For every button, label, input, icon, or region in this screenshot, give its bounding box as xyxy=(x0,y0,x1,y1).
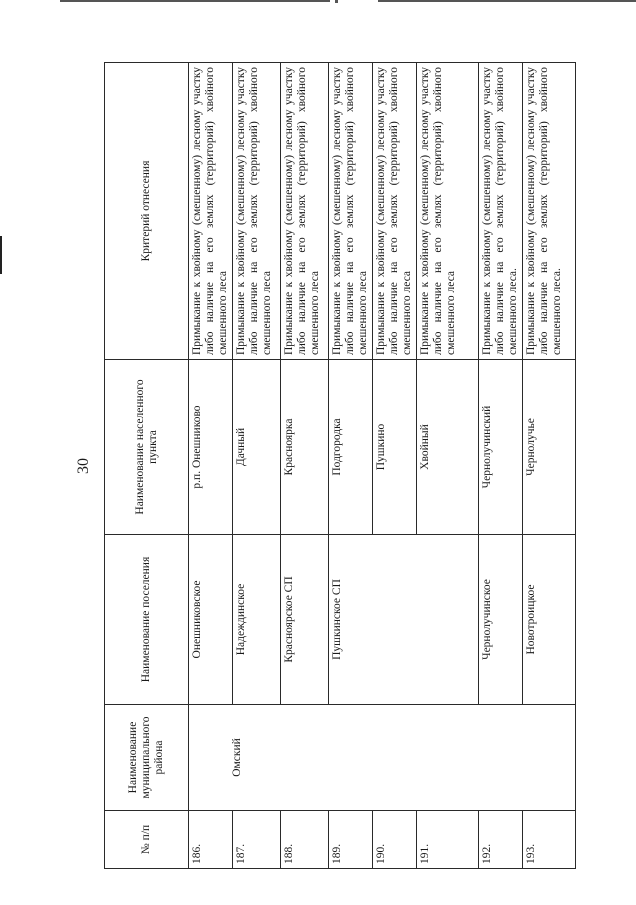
cell-settlement: Красноярское СП xyxy=(281,535,329,705)
district-label: Омский xyxy=(231,738,243,777)
cell-settlement: Чернолучинское xyxy=(479,535,523,705)
cell-district-omsk xyxy=(189,705,576,811)
cell-criterion: Примыкание к хвойному (смешенному) лесному участку либо наличие на его землях (территорий) хвойного смешенного леса xyxy=(233,63,281,360)
header-num: № п/п xyxy=(105,811,189,869)
cell-num: 186. xyxy=(189,811,233,869)
cell-locality: Чернолучинский xyxy=(479,360,523,535)
cell-num: 190. xyxy=(373,811,417,869)
cell-num: 187. xyxy=(233,811,281,869)
scan-top-tick xyxy=(335,0,338,3)
settlements-table xyxy=(104,62,576,869)
cell-locality: Хвойный xyxy=(417,360,479,535)
cell-locality: Пушкино xyxy=(373,360,417,535)
cell-num: 189. xyxy=(329,811,373,869)
table-row xyxy=(189,63,233,869)
cell-settlement: Онешниковское xyxy=(189,535,233,705)
cell-criterion: Примыкание к хвойному (смешенному) лесному участку либо наличие на его землях (территорий) хвойного смешенного леса xyxy=(281,63,329,360)
cell-settlement: Новотроицкое xyxy=(523,535,576,705)
cell-criterion: Примыкание к хвойному (смешенному) лесному участку либо наличие на его землях (территорий) хвойного смешенного леса. xyxy=(479,63,523,360)
header-settlement: Наименование поселения xyxy=(105,535,189,705)
scan-edge-mark xyxy=(0,236,2,274)
cell-criterion: Примыкание к хвойному (смешенному) лесному участку либо наличие на его землях (территорий) хвойного смешенного леса xyxy=(417,63,479,360)
cell-locality: Чернолучье xyxy=(523,360,576,535)
cell-num: 193. xyxy=(523,811,576,869)
scan-top-line-left xyxy=(60,0,330,2)
cell-num: 188. xyxy=(281,811,329,869)
cell-criterion: Примыкание к хвойному (смешенному) лесному участку либо наличие на его землях (территорий) хвойного смешенного леса xyxy=(373,63,417,360)
cell-criterion: Примыкание к хвойному (смешенному) лесному участку либо наличие на его землях (территорий) хвойного смешенного леса xyxy=(329,63,373,360)
cell-locality: Красноярка xyxy=(281,360,329,535)
header-district: Наименование муниципального района xyxy=(105,705,189,811)
rotated-page xyxy=(64,63,561,869)
scan-top-line-right xyxy=(378,0,636,2)
cell-settlement: Надеждинское xyxy=(233,535,281,705)
cell-locality: р.п. Онешниково xyxy=(189,360,233,535)
cell-settlement: Пушкинское СП xyxy=(329,535,479,705)
table-header-row xyxy=(105,63,189,869)
cell-num: 192. xyxy=(479,811,523,869)
page-number: 30 xyxy=(75,458,92,474)
header-criterion: Критерий отнесения xyxy=(105,63,189,360)
cell-locality: Подгородка xyxy=(329,360,373,535)
cell-locality: Дачный xyxy=(233,360,281,535)
cell-criterion: Примыкание к хвойному (смешенному) лесному участку либо наличие на его землях (территорий) хвойного смешенного леса. xyxy=(523,63,576,360)
cell-criterion: Примыкание к хвойному (смешенному) лесному участку либо наличие на его землях (территорий) хвойного смешенного леса xyxy=(189,63,233,360)
header-locality: Наименование населенного пункта xyxy=(105,360,189,535)
cell-num: 191. xyxy=(417,811,479,869)
